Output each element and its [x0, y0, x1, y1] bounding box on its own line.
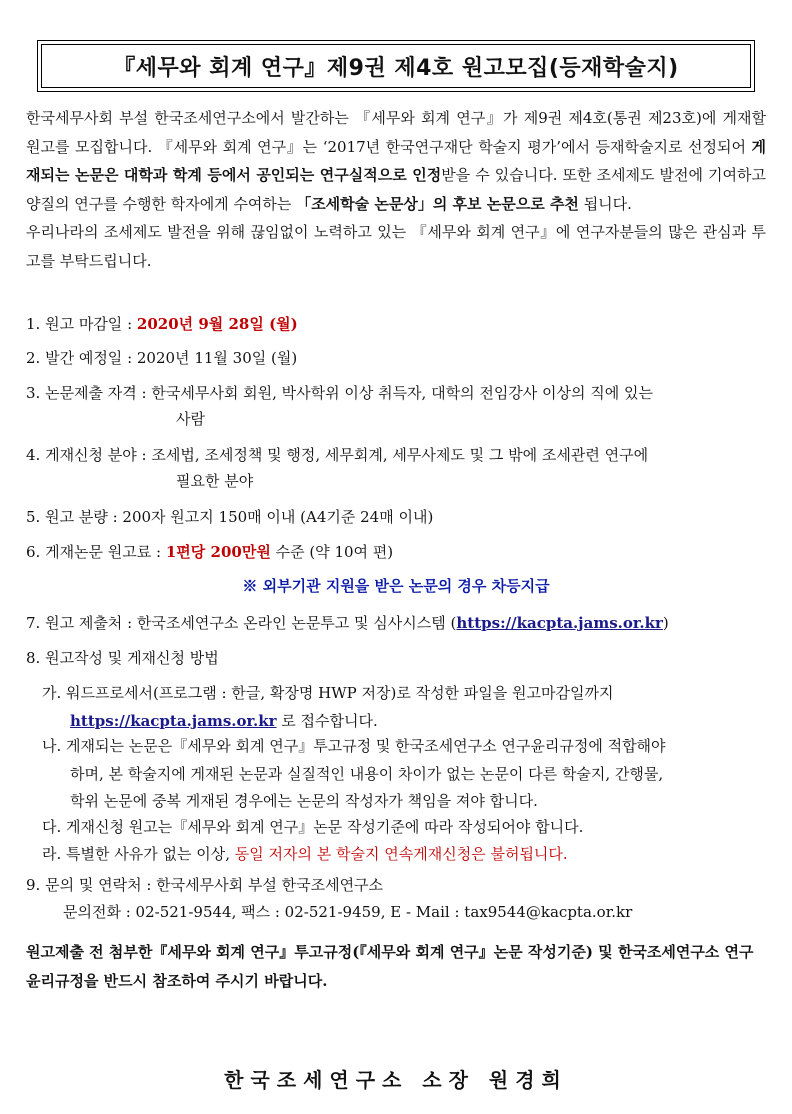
item-length: 5. 원고 분량 : 200자 원고지 150매 이내 (A4기준 24매 이내) — [26, 508, 434, 526]
intro-award: 「조세학술 논문상」의 후보 논문으로 추천 — [296, 194, 579, 213]
sub-item-na — [42, 733, 762, 816]
item-fee — [26, 539, 766, 565]
intro — [26, 104, 766, 275]
qualification-cont: 사람 — [176, 410, 205, 428]
sub-na-text-2: 하며, 본 학술지에 게재된 논문과 실질적인 내용이 차이가 없는 논문이 다른 학술지, 간행물, — [70, 764, 664, 783]
fields-cont: 필요한 분야 — [176, 472, 254, 490]
submission-end: ) — [662, 614, 669, 632]
intro-emphasis: 게재되는 논문은 대학과 학계 등에서 공인되는 연구실적으로 인정 — [26, 137, 766, 184]
submission-link[interactable]: https://kacpta.jams.or.kr — [456, 614, 663, 632]
item-submission — [26, 610, 766, 636]
item-method: 8. 원고작성 및 게재신청 방법 — [26, 649, 219, 667]
signature: 한국조세연구소 소장 원경희 — [224, 1068, 568, 1092]
fee-value: 1편당 200만원 — [165, 543, 271, 561]
qualification-text: 3. 논문제출 자격 : 한국세무사회 회원, 박사학위 이상 취득자, 대학의 전임강사 이상의 직에 있는 — [26, 384, 654, 402]
intro-paragraph-2: 우리나라의 조세제도 발전을 위해 끊임없이 노력하고 있는 『세무와 회계 연구』에 연구자분들의 많은 관심과 투고를 부탁드립니다. — [26, 223, 766, 270]
deadline-value: 2020년 9월 28일 (월) — [136, 315, 298, 333]
item-qualification — [26, 380, 766, 432]
sub-ga-rest: 로 접수합니다. — [276, 711, 378, 730]
intro-text: 받을 수 있습니다. 또한 조세제도 발전에 기여하고 양질의 연구를 수행한 학자에게 수여하는 — [26, 166, 766, 213]
sub-ga-link[interactable]: https://kacpta.jams.or.kr — [70, 711, 277, 730]
page-title: 『세무와 회계 연구』제9권 제4호 원고모집(등재학술지) — [113, 55, 679, 81]
deadline-label: 1. 원고 마감일 : — [26, 315, 137, 333]
intro-text: 됩니다. — [578, 194, 632, 213]
fields-text: 4. 게재신청 분야 : 조세법, 조세정책 및 행정, 세무회계, 세무사제도 및 그 밖에 조세관련 연구에 — [26, 446, 649, 464]
sub-item-ga — [42, 680, 762, 735]
item-contact: 9. 문의 및 연락처 : 한국세무사회 부설 한국조세연구소 — [26, 876, 384, 894]
sub-ga-text: 가. 워드프로세서(프로그램 : 한글, 확장명 HWP 저장)로 작성한 파일을 원고마감일까지 — [42, 684, 614, 702]
contact-details: 문의전화 : 02-521-9544, 팩스 : 02-521-9459, E - Mail : tax9544@kacpta.or.kr — [63, 903, 633, 921]
submission-label: 7. 원고 제출처 : 한국조세연구소 온라인 논문투고 및 심사시스템 ( — [26, 614, 457, 632]
item-deadline — [26, 311, 766, 337]
fee-rest: 수준 (약 10여 편) — [270, 543, 394, 561]
intro-text: 한국세무사회 부설 한국조세연구소에서 발간하는 『세무와 회계 연구』가 제9권 제4호(통권 제23호)에 게재할 원고를 모집합니다. 『세무와 회계 연구』는 ‘2017년 한국연구재단 학술지 평가’에서 등재학술지로 선정되어 — [26, 109, 766, 156]
fee-label: 6. 게재논문 원고료 : — [26, 543, 166, 561]
item-fields — [26, 442, 766, 494]
sub-item-ra — [42, 841, 762, 869]
sub-ra-warning: 동일 저자의 본 학술지 연속게재신청은 불허됩니다. — [234, 845, 568, 863]
final-notice: 원고제출 전 첨부한『세무와 회계 연구』투고규정(『세무와 회계 연구』논문 작성기준) 및 한국조세연구소 연구윤리규정을 반드시 참조하여 주시기 바랍니다. — [26, 943, 754, 990]
title-box — [37, 40, 755, 92]
item-publish-date: 2. 발간 예정일 : 2020년 11월 30일 (월) — [26, 349, 298, 367]
intro-paragraph-1 — [26, 104, 766, 218]
sub-na-text-1: 나. 게재되는 논문은『세무와 회계 연구』투고규정 및 한국조세연구소 연구윤리규정에 적합해야 — [42, 737, 666, 755]
sub-item-da: 다. 게재신청 원고는『세무와 회계 연구』논문 작성기준에 따라 작성되어야 합니다. — [42, 818, 584, 836]
sub-ra-text: 라. 특별한 사유가 없는 이상, — [42, 845, 235, 863]
fee-note: ※ 외부기관 지원을 받은 논문의 경우 차등지급 — [242, 577, 550, 595]
sub-na-text-3: 학위 논문에 중복 게재된 경우에는 논문의 작성자가 책임을 져야 합니다. — [70, 792, 538, 810]
